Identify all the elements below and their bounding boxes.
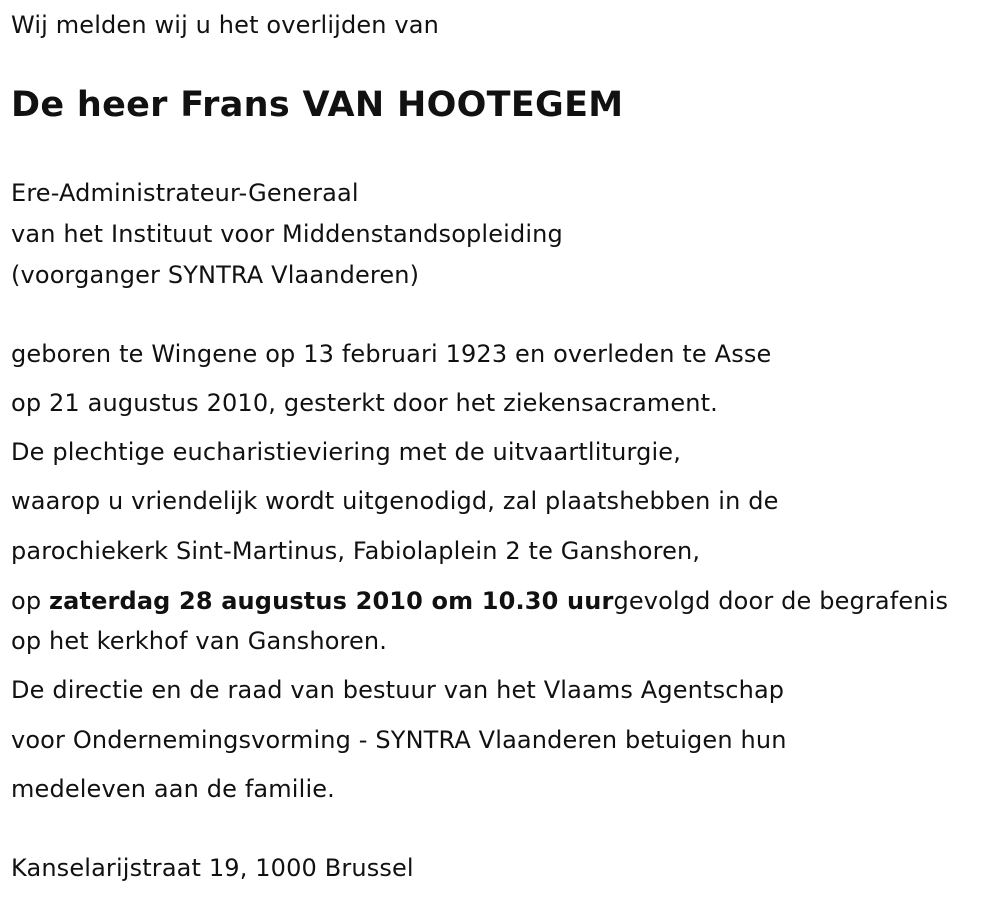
body-line-4: waarop u vriendelijk wordt uitgenodigd, zal plaatshebben in de [11, 487, 779, 515]
service-date-time: zaterdag 28 augustus 2010 om 10.30 uur [49, 587, 614, 615]
body-line-3: De plechtige eucharistieviering met de uitvaartliturgie, [11, 438, 681, 466]
title-line-3: (voorganger SYNTRA Vlaanderen) [11, 261, 420, 289]
deceased-name: De heer Frans VAN HOOTEGEM [11, 85, 624, 125]
body-line-5: parochiekerk Sint-Martinus, Fabiolaplein 2 te Ganshoren, [11, 537, 701, 565]
body-line-8: De directie en de raad van bestuur van het Vlaams Agentschap [11, 676, 785, 704]
title-line-1: Ere-Administrateur-Generaal [11, 179, 359, 207]
title-line-2: van het Instituut voor Middenstandsopleiding [11, 220, 563, 248]
intro-text: Wij melden wij u het overlijden van [11, 11, 440, 39]
body-line-2: op 21 augustus 2010, gesterkt door het ziekensacrament. [11, 389, 718, 417]
body-line-9: voor Ondernemingsvorming - SYNTRA Vlaanderen betuigen hun [11, 726, 787, 754]
service-date-suffix: gevolgd door de begrafenis [613, 587, 949, 615]
body-line-7: op het kerkhof van Ganshoren. [11, 627, 388, 655]
address: Kanselarijstraat 19, 1000 Brussel [11, 854, 414, 882]
service-date-line [11, 586, 948, 616]
body-line-1: geboren te Wingene op 13 februari 1923 en overleden te Asse [11, 340, 772, 368]
service-date-prefix: op [11, 587, 49, 615]
body-line-10: medeleven aan de familie. [11, 775, 335, 803]
